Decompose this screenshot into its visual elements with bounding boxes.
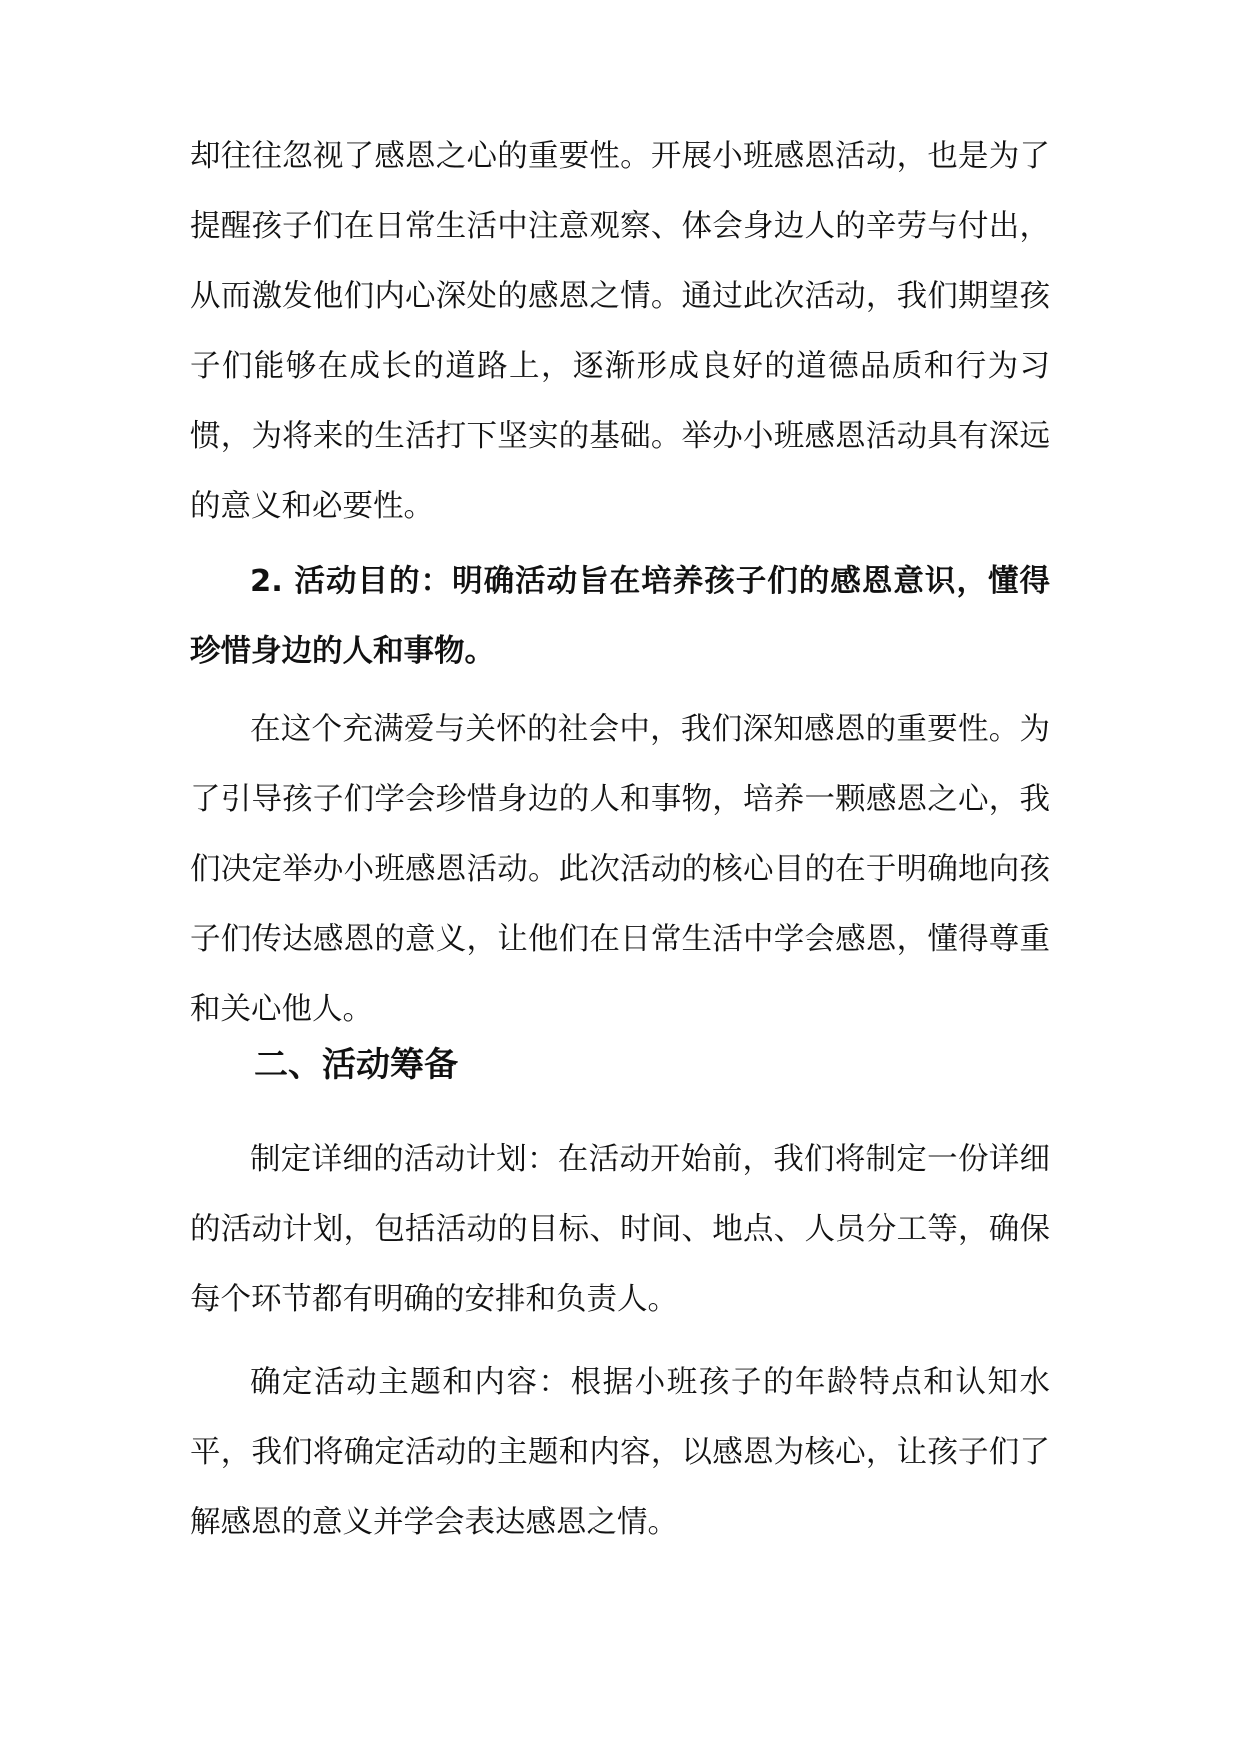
chapter-heading-preparation: 二、活动筹备 [254,1045,458,1085]
paragraph-activity-purpose: 在这个充满爱与关怀的社会中，我们深知感恩的重要性。为了引导孩子们学会珍惜身边的人和事物，培养一颗感恩之心，我们决定举办小班感恩活动。此次活动的核心目的在于明确地向孩子们传达感恩的意义，让他们在日常生活中学会感恩，懂得尊重和关心他人。 [190,712,1050,1027]
paragraph-activity-theme: 确定活动主题和内容：根据小班孩子的年龄特点和认知水平，我们将确定活动的主题和内容，以感恩为核心，让孩子们了解感恩的意义并学会表达感恩之情。 [190,1365,1050,1540]
paragraph-significance: 却往往忽视了感恩之心的重要性。开展小班感恩活动，也是为了提醒孩子们在日常生活中注意观察、体会身边人的辛劳与付出，从而激发他们内心深处的感恩之情。通过此次活动，我们期望孩子们能够在成长的道路上，逐渐形成良好的道德品质和行为习惯，为将来的生活打下坚实的基础。举办小班感恩活动具有深远的意义和必要性。 [190,139,1050,524]
section-heading-activity-purpose: 2. 活动目的：明确活动旨在培养孩子们的感恩意识，懂得珍惜身边的人和事物。 [190,564,1050,669]
paragraph-activity-plan: 制定详细的活动计划：在活动开始前，我们将制定一份详细的活动计划，包括活动的目标、时间、地点、人员分工等，确保每个环节都有明确的安排和负责人。 [190,1142,1050,1317]
